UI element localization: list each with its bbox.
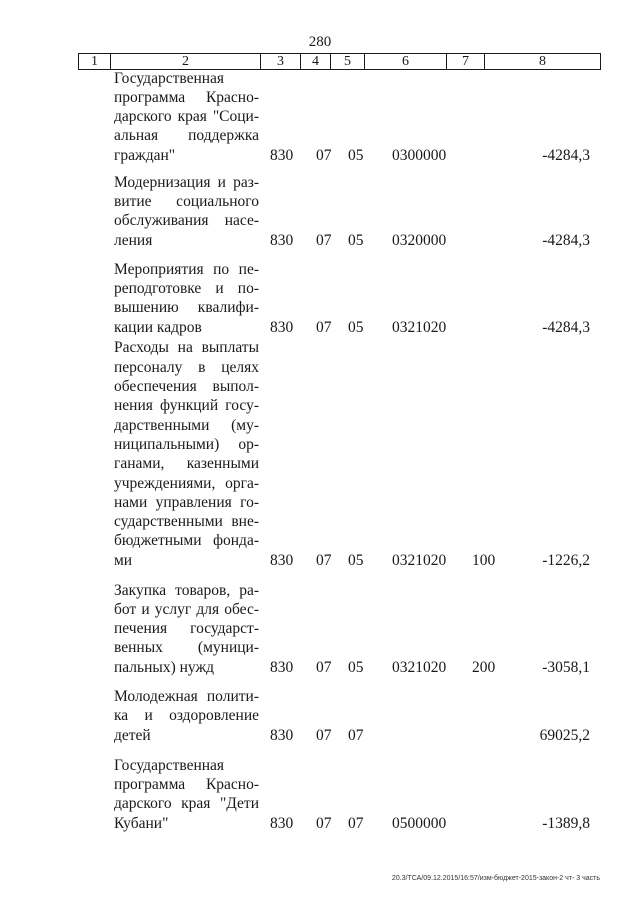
row-name (114, 581, 259, 677)
row-name-line: ления (114, 231, 153, 249)
budget-row (0, 173, 640, 250)
row-name-line: Молодежная полити- (114, 688, 259, 706)
row-name-line: ка и оздоровление (114, 707, 259, 725)
row-administrator-code: 830 (270, 232, 294, 249)
row-name-line: Государственная (114, 756, 225, 774)
row-section-code: 07 (316, 659, 332, 676)
budget-row (0, 260, 640, 337)
row-target-code: 0321020 (392, 552, 447, 569)
row-name-line: витие социального (114, 193, 259, 211)
row-name-line: печения государст- (114, 620, 259, 638)
row-amount: -4284,3 (542, 319, 590, 336)
header-col-8: 8 (485, 54, 601, 70)
row-name-line: учреждениями, орга- (114, 474, 259, 492)
row-name-line: нения функций госу- (114, 397, 259, 415)
row-subsection-code: 05 (348, 319, 364, 336)
row-administrator-code: 830 (270, 319, 294, 336)
row-name-line: реподготовке и по- (114, 280, 259, 298)
header-col-1: 1 (79, 54, 111, 70)
row-amount: -4284,3 (542, 232, 590, 249)
row-name-line: дарского края "Соци- (114, 108, 259, 126)
row-amount: -1389,8 (542, 815, 590, 832)
row-name-line: сударственными вне- (114, 513, 259, 531)
row-name-line: ганами, казенными (114, 455, 259, 473)
row-target-code: 0321020 (392, 319, 447, 336)
row-section-code: 07 (316, 319, 332, 336)
row-name-line: Закупка товаров, ра- (114, 581, 259, 599)
budget-row (0, 690, 640, 745)
row-section-code: 07 (316, 815, 332, 832)
row-amount: 69025,2 (539, 727, 590, 744)
row-name-line: обеспечения выпол- (114, 378, 259, 396)
page-number: 280 (308, 34, 332, 50)
row-subsection-code: 05 (348, 232, 364, 249)
header-col-6: 6 (365, 54, 447, 70)
row-administrator-code: 830 (270, 815, 294, 832)
row-name-line: Кубани" (114, 814, 169, 832)
row-name-line: Государственная (114, 69, 225, 87)
row-expense-type: 100 (472, 552, 496, 569)
row-administrator-code: 830 (270, 147, 294, 164)
row-name-line: бюджетными фонда- (114, 532, 259, 550)
header-col-7: 7 (447, 54, 485, 70)
row-name-line: вышению квалифи- (114, 299, 259, 317)
row-name (114, 338, 259, 570)
row-name-line: ниципальными) ор- (114, 435, 259, 453)
row-target-code: 0321020 (392, 659, 447, 676)
row-administrator-code: 830 (270, 659, 294, 676)
column-number-header (78, 53, 601, 70)
row-amount: -4284,3 (542, 147, 590, 164)
row-section-code: 07 (316, 147, 332, 164)
row-name-line: программа Красно- (114, 88, 259, 106)
row-name-line: детей (114, 726, 151, 744)
row-name (114, 69, 259, 165)
row-section-code: 07 (316, 552, 332, 569)
row-subsection-code: 05 (348, 659, 364, 676)
row-name-line: обслуживания насе- (114, 212, 259, 230)
row-name (114, 756, 259, 833)
row-section-code: 07 (316, 727, 332, 744)
row-name (114, 173, 259, 250)
row-subsection-code: 05 (348, 552, 364, 569)
row-name-line: кации кадров (114, 318, 202, 336)
row-name-line: граждан" (114, 146, 176, 164)
header-col-3: 3 (261, 54, 301, 70)
row-name (114, 260, 259, 337)
row-administrator-code: 830 (270, 727, 294, 744)
row-name-line: пальных) нужд (114, 658, 215, 676)
row-name-line: ми (114, 551, 133, 569)
row-name-line: альная поддержка (114, 127, 259, 145)
row-name-line: Модернизация и раз- (114, 173, 259, 191)
row-amount: -1226,2 (542, 552, 590, 569)
row-subsection-code: 07 (348, 727, 364, 744)
row-name-line: нами управления го- (114, 493, 259, 511)
budget-row (0, 69, 640, 165)
row-section-code: 07 (316, 232, 332, 249)
row-name-line: Мероприятия по пе- (114, 260, 259, 278)
budget-row (0, 756, 640, 833)
header-col-5: 5 (331, 54, 365, 70)
row-expense-type: 200 (472, 659, 496, 676)
document-footer: 20.3/ТСА/09.12.2015/16:57/изм-бюджет-2015-закон-2 чт- 3 часть (391, 875, 600, 882)
header-col-2: 2 (111, 54, 261, 70)
row-subsection-code: 05 (348, 147, 364, 164)
row-administrator-code: 830 (270, 552, 294, 569)
row-name-line: Расходы на выплаты (114, 339, 259, 357)
budget-row (0, 581, 640, 677)
row-target-code: 0300000 (392, 147, 447, 164)
row-name-line: дарского края "Дети (114, 795, 259, 813)
row-name (114, 687, 259, 745)
row-name-line: дарственными (му- (114, 416, 259, 434)
row-name-line: бот и услуг для обес- (114, 600, 259, 618)
header-col-4: 4 (301, 54, 331, 70)
row-target-code: 0320000 (392, 232, 447, 249)
row-name-line: персоналу в целях (114, 358, 259, 376)
row-subsection-code: 07 (348, 815, 364, 832)
budget-row (0, 339, 640, 570)
row-name-line: программа Красно- (114, 776, 259, 794)
row-target-code: 0500000 (392, 815, 447, 832)
row-amount: -3058,1 (542, 659, 590, 676)
row-name-line: венных (муници- (114, 639, 259, 657)
